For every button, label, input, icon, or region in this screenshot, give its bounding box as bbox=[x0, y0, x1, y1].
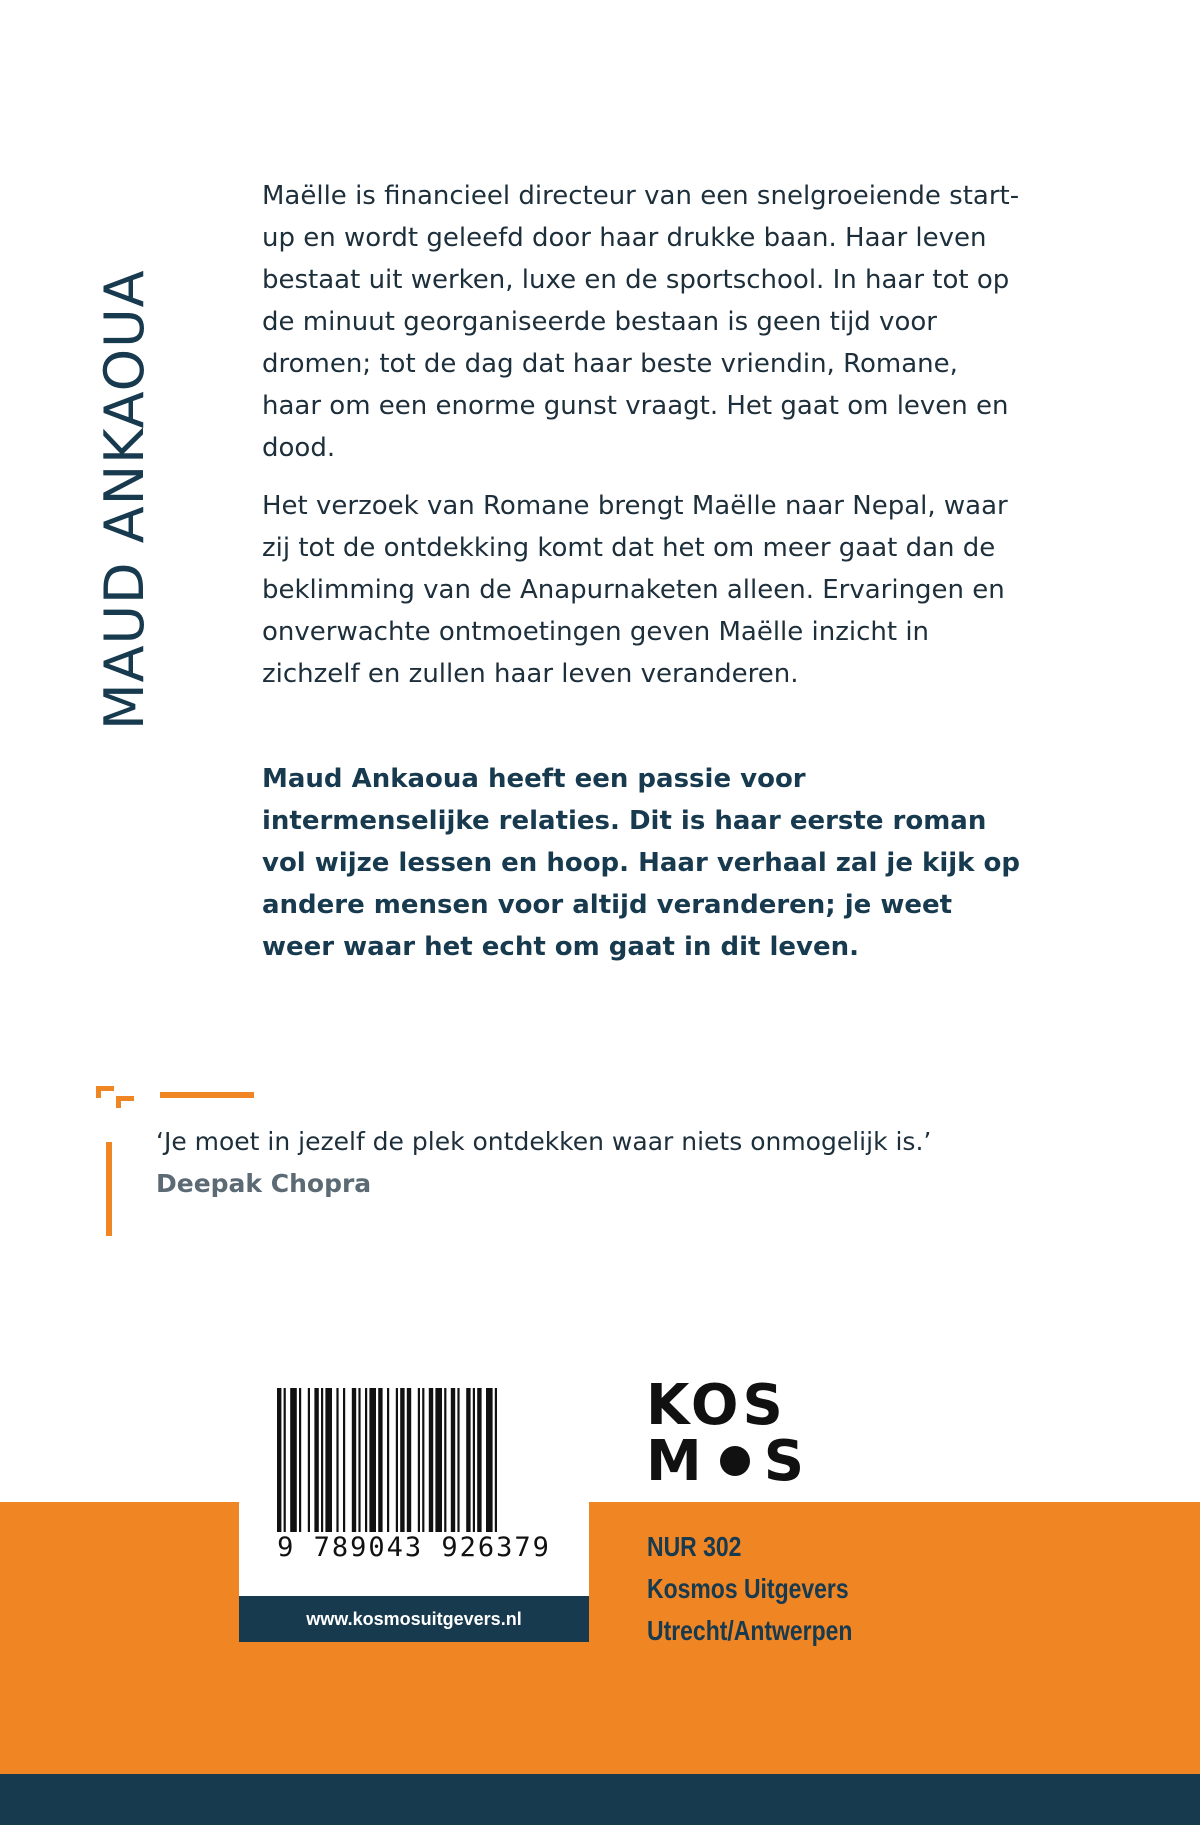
logo-letter-m: M bbox=[646, 1429, 706, 1494]
orange-band bbox=[0, 1502, 1200, 1774]
website-url[interactable]: www.kosmosuitgevers.nl bbox=[239, 1596, 589, 1642]
isbn-number: 9 789043 926379 bbox=[259, 1532, 569, 1563]
kosmos-logo bbox=[646, 1373, 809, 1494]
quote-rule-left bbox=[106, 1142, 112, 1236]
logo-dot-icon bbox=[720, 1446, 750, 1476]
logo-line-2 bbox=[646, 1429, 809, 1494]
quote-author: Deepak Chopra bbox=[156, 1169, 372, 1198]
nur-code: NUR 302 bbox=[647, 1531, 742, 1562]
logo-line-1: KOS bbox=[646, 1373, 787, 1438]
author-bio bbox=[262, 758, 1022, 968]
publisher-name: Kosmos Uitgevers bbox=[647, 1573, 849, 1604]
author-name-vertical: MAUD ANKAOUA bbox=[93, 269, 156, 730]
bottom-strip bbox=[0, 1774, 1200, 1825]
publisher-info bbox=[647, 1526, 852, 1652]
logo-letter-s: S bbox=[763, 1429, 809, 1494]
publisher-location: Utrecht/Antwerpen bbox=[647, 1615, 853, 1646]
quote-mark-icon bbox=[96, 1082, 142, 1128]
quote-text: ‘Je moet in jezelf de plek ontdekken waar niets onmogelijk is.’ bbox=[156, 1127, 932, 1156]
blurb bbox=[262, 175, 1022, 711]
blurb-paragraph-2: Het verzoek van Romane brengt Maëlle naar Nepal, waar zij tot de ontdekking komt dat het om meer gaat dan de beklimming van de Anapurnaketen alleen. Ervaringen en onverwachte ontmoetingen geven Maëlle inzicht in zichzelf en zullen haar leven veranderen. bbox=[262, 491, 1008, 689]
barcode-bars bbox=[277, 1388, 549, 1554]
quote-rule-top bbox=[160, 1092, 254, 1098]
author-bio-text: Maud Ankaoua heeft een passie voor intermenselijke relaties. Dit is haar eerste roman vol wijze lessen en hoop. Haar verhaal zal je kijk op andere mensen voor altijd veranderen; je weet weer waar het echt om gaat in dit leven. bbox=[262, 764, 1020, 962]
barcode bbox=[239, 1380, 589, 1606]
blurb-paragraph-1: Maëlle is financieel directeur van een snelgroeiende start-up en wordt geleefd door haar drukke baan. Haar leven bestaat uit werken, luxe en de sportschool. In haar tot op de minuut georganiseerde bestaan is geen tijd voor dromen; tot de dag dat haar beste vriendin, Romane, haar om een enorme gunst vraagt. Het gaat om leven en dood. bbox=[262, 181, 1020, 463]
